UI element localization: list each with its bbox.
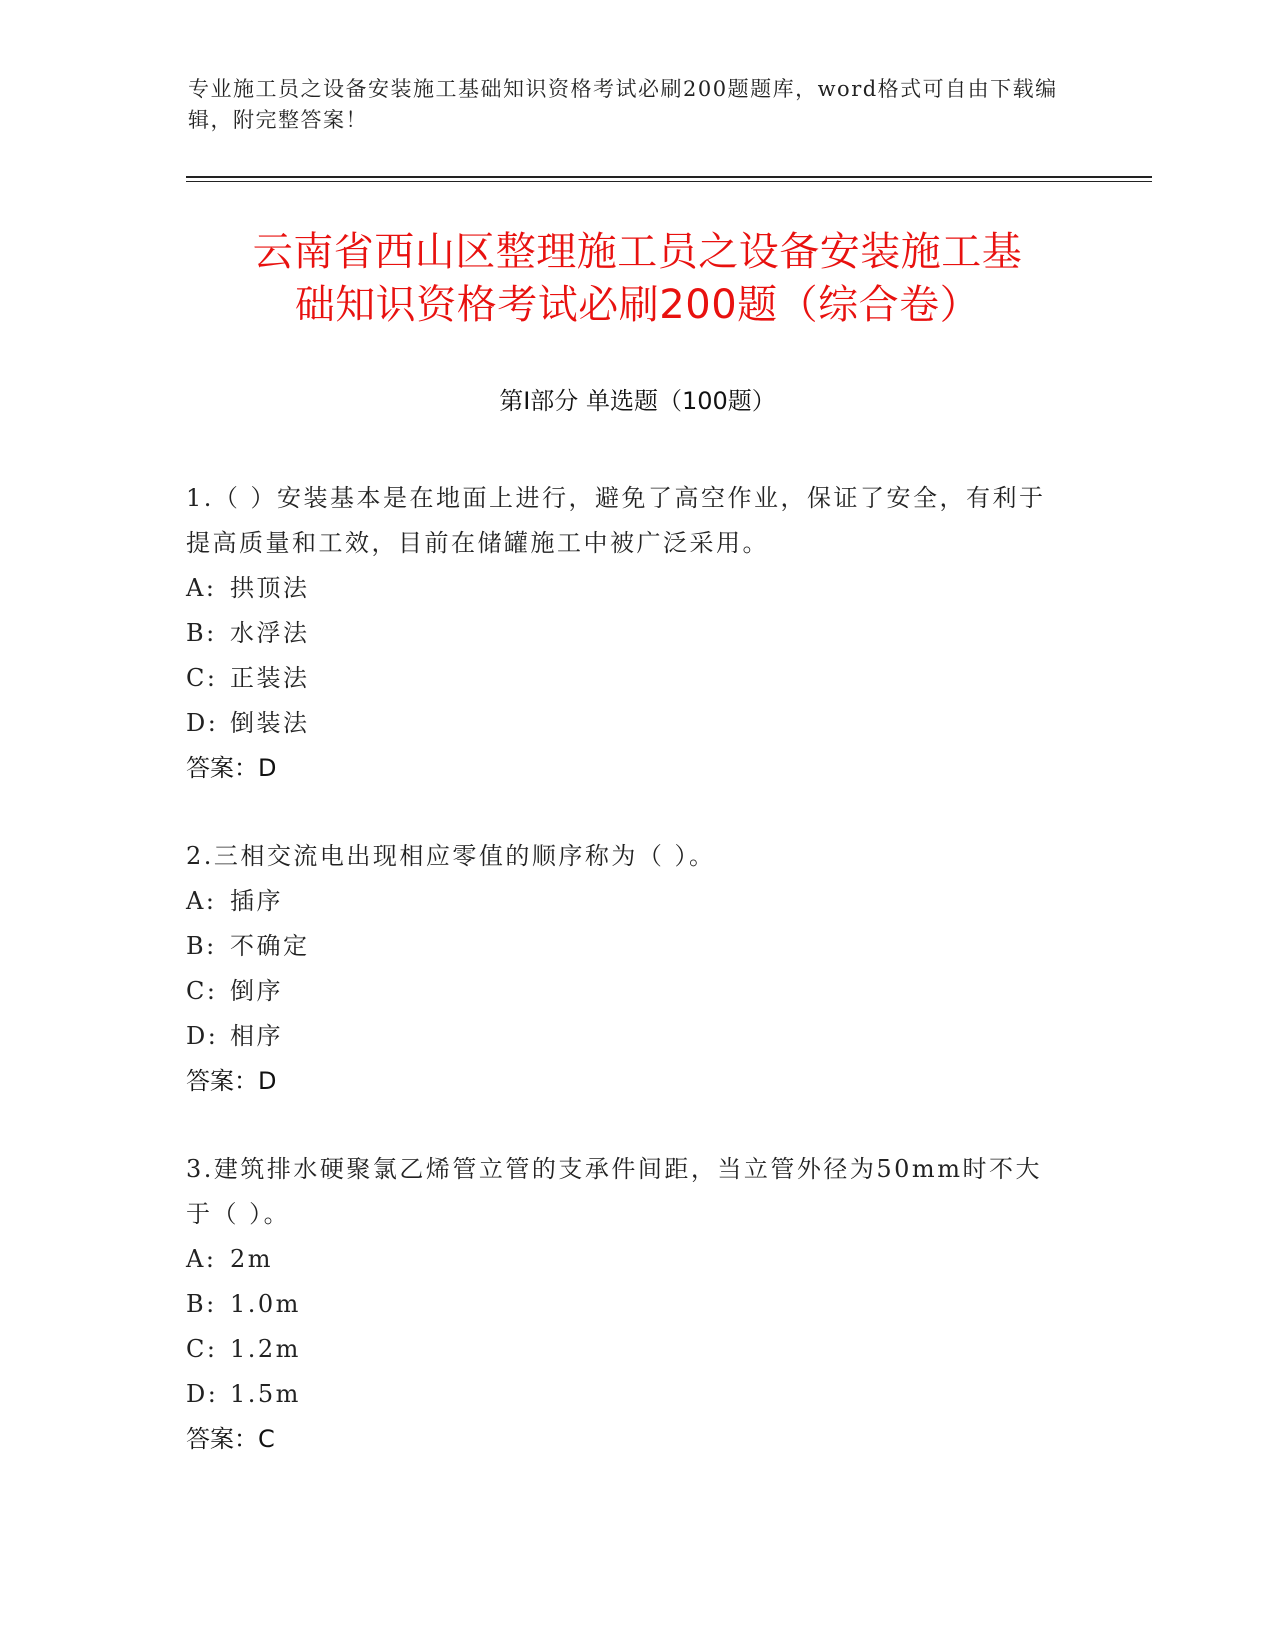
question-stem: 3.建筑排水硬聚氯乙烯管立管的支承件间距，当立管外径为50mm时不大于（ ）。 [186,1155,1042,1228]
option-text: 1.2m [230,1335,301,1363]
document-title [150,226,1125,332]
answer: 答案：D [186,754,277,782]
question-2 [186,834,1066,1104]
option-key: C: [186,977,218,1005]
option-key: A: [186,1245,217,1273]
option-a [186,566,1066,611]
option-d [186,1372,1066,1417]
question-3 [186,1147,1066,1462]
question-stem: 1.（ ）安装基本是在地面上进行，避免了高空作业，保证了安全，有利于提高质量和工效，目前在储罐施工中被广泛采用。 [186,484,1046,557]
option-key: B: [186,619,217,647]
option-text: 2m [230,1245,274,1273]
option-key: B: [186,1290,217,1318]
question-stem: 2.三相交流电出现相应零值的顺序称为（ ）。 [186,842,716,870]
document-title-line-1: 云南省西山区整理施工员之设备安装施工基 [252,229,1023,275]
option-c [186,969,1066,1014]
option-text: 倒序 [230,977,283,1005]
option-d [186,1014,1066,1059]
option-key: C: [186,664,218,692]
option-text: 1.0m [230,1290,301,1318]
header-note: 专业施工员之设备安装施工基础知识资格考试必刷200题题库，word格式可自由下载编辑，附完整答案！ [188,77,1058,132]
option-b [186,611,1066,656]
option-text: 不确定 [230,932,310,960]
option-b [186,1282,1066,1327]
option-c [186,656,1066,701]
option-text: 正装法 [230,664,310,692]
option-key: A: [186,574,217,602]
option-a [186,1237,1066,1282]
option-key: A: [186,887,217,915]
question-list [186,476,1066,1505]
option-text: 1.5m [230,1380,301,1408]
option-key: D: [186,1022,219,1050]
answer: 答案：C [186,1425,275,1453]
option-text: 拱顶法 [230,574,310,602]
option-a [186,879,1066,924]
section-title: 第Ⅰ部分 单选题（100题） [499,387,776,415]
option-text: 水浮法 [230,619,310,647]
option-key: B: [186,932,217,960]
document-title-line-2: 础知识资格考试必刷200题（综合卷） [294,282,981,328]
option-text: 插序 [230,887,283,915]
answer: 答案：D [186,1067,277,1095]
option-key: C: [186,1335,218,1363]
question-1 [186,476,1066,791]
header-divider-thick [186,176,1152,178]
option-key: D: [186,709,219,737]
option-text: 相序 [230,1022,283,1050]
option-text: 倒装法 [230,709,310,737]
header-divider-thin [186,181,1152,182]
option-d [186,701,1066,746]
option-key: D: [186,1380,219,1408]
option-c [186,1327,1066,1372]
option-b [186,924,1066,969]
